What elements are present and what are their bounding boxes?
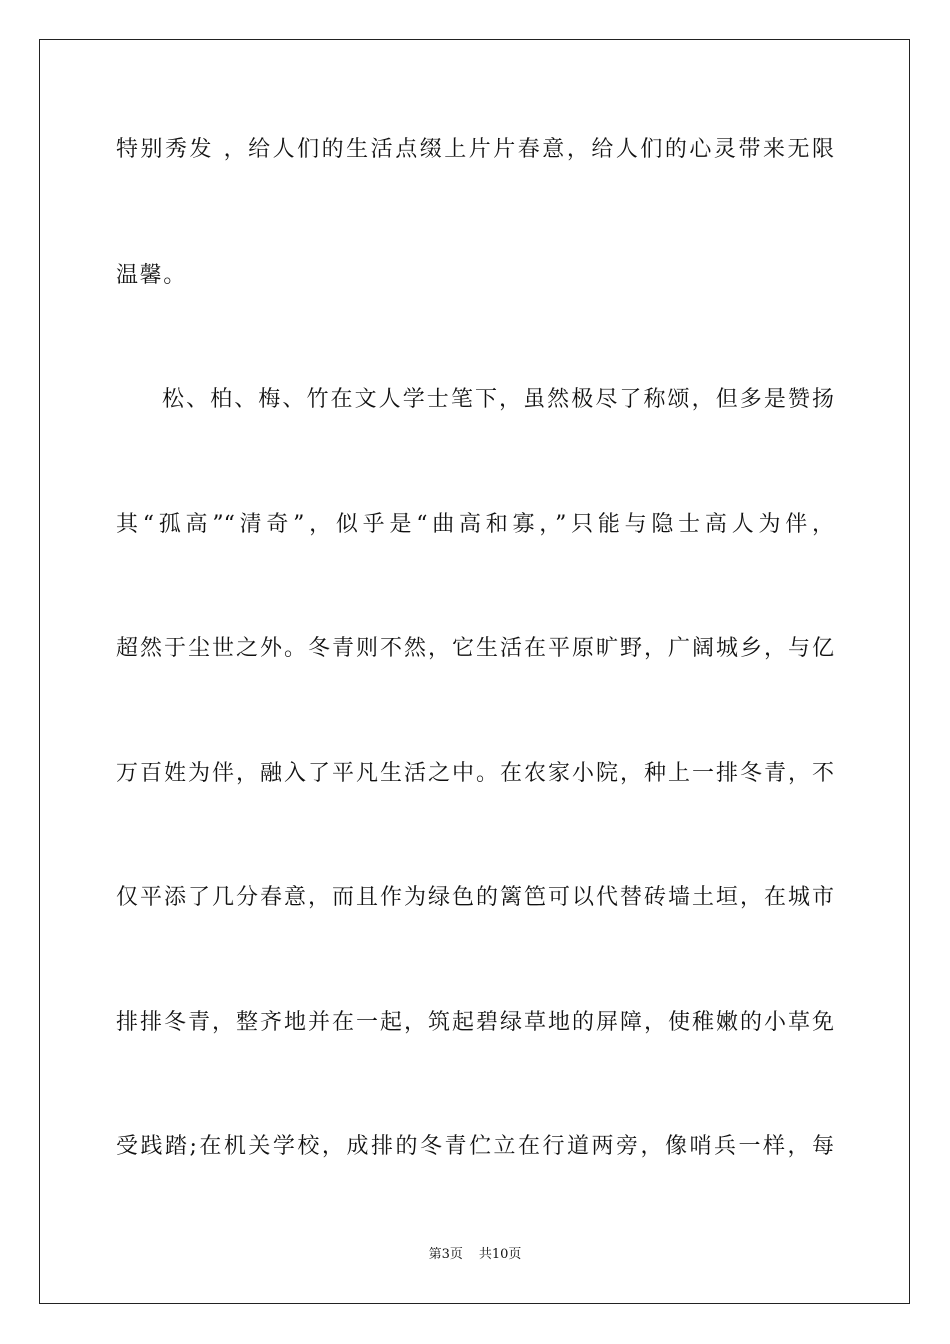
text-line-2: 温馨。 [116, 263, 187, 288]
page-footer [0, 1246, 950, 1264]
text-line-9: 受践踏;在机关学校，成排的冬青伫立在行道两旁，像哨兵一样，每 [116, 1134, 834, 1159]
text-line-3: 松、柏、梅、竹在文人学士笔下，虽然极尽了称颂，但多是赞扬 [162, 387, 834, 412]
text-line-1: 特别秀发 ，给人们的生活点缀上片片春意，给人们的心灵带来无限 [116, 137, 834, 162]
text-line-7: 仅平添了几分春意，而且作为绿色的篱笆可以代替砖墙土垣，在城市 [116, 885, 834, 910]
text-line-6: 万百姓为伴，融入了平凡生活之中。在农家小院，种上一排冬青，不 [116, 761, 834, 786]
text-line-5: 超然于尘世之外。冬青则不然，它生活在平原旷野，广阔城乡，与亿 [116, 636, 834, 661]
page-total: 共10页 [478, 1247, 522, 1262]
page-border [39, 39, 910, 1304]
page-number: 第3页 [428, 1247, 463, 1262]
text-line-8: 排排冬青，整齐地并在一起，筑起碧绿草地的屏障，使稚嫩的小草免 [116, 1010, 834, 1035]
text-line-4: 其“孤高”“清奇”，似乎是“曲高和寡，”只能与隐士高人为伴， [116, 512, 834, 537]
